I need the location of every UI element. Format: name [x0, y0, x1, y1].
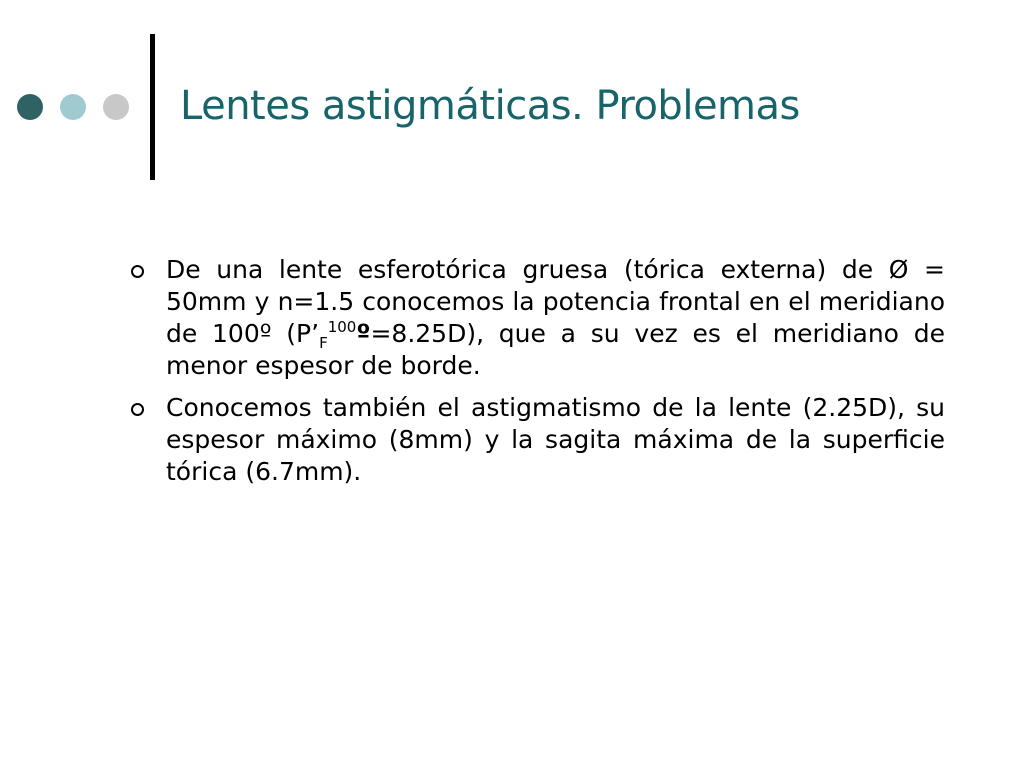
- power-subscript: F: [319, 334, 328, 352]
- bullet-text: De una lente esferotórica gruesa (tórica externa) de Ø = 50mm y n=1.5 conocemos la potencia frontal en el meridiano de 100º (P’: [166, 255, 945, 348]
- decorative-dot-dark: [17, 94, 43, 120]
- bullet-item: [125, 254, 945, 382]
- slide-title: Lentes astigmáticas. Problemas: [180, 83, 800, 129]
- title-divider: [150, 34, 155, 180]
- circle-bullet-icon: [131, 403, 144, 416]
- decorative-dot-gray: [103, 94, 129, 120]
- circle-bullet-icon: [131, 265, 144, 278]
- meridian-superscript: 100: [327, 318, 357, 336]
- bullet-list: [125, 254, 945, 498]
- bullet-text-continued: =8.25D), que a su vez es el meridiano de menor espesor de borde.: [166, 319, 946, 380]
- bullet-item: [125, 392, 945, 488]
- degree-symbol: º: [356, 319, 371, 348]
- bullet-text: Conocemos también el astigmatismo de la lente (2.25D), su espesor máximo (8mm) y la sagita máxima de la superficie tórica (6.7mm).: [166, 393, 945, 486]
- decorative-dot-light: [60, 94, 86, 120]
